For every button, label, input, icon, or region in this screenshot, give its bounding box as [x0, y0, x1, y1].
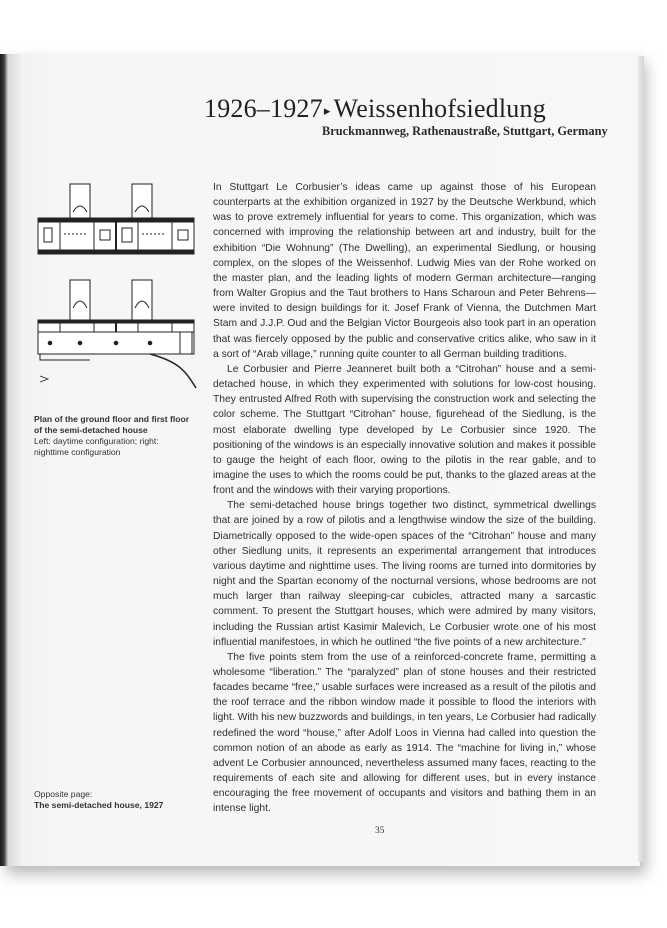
- opposite-page-note: [34, 789, 194, 811]
- floor-plan-drawing: [30, 182, 198, 390]
- heading-years: 1926–1927: [204, 94, 323, 123]
- body-text: [213, 180, 596, 817]
- triangle-right-icon: ▸: [323, 103, 331, 119]
- caption-detail: Left: daytime configuration; right: nighttime configuration: [34, 436, 159, 457]
- heading-title: Weissenhofsiedlung: [333, 94, 546, 123]
- page-number: 35: [375, 826, 385, 836]
- opposite-text: The semi-detached house, 1927: [34, 800, 164, 810]
- paragraph-3: The semi-detached house brings together two distinct, symmetrical dwellings that are joined by a row of pilotis and a lengthwise window the size of the building. Diametrically opposed to the wide-open spaces of the “Citrohan” house and many other Siedlung units, it represents an experimental arrangement that introduces various daytime and nighttime uses. The living rooms are turned into dormitories by night and the Spartan economy of the nocturnal versions, whose bedrooms are not much larger than railway sleeping-car cubicles, attracted many a sarcastic comment. To present the Stuttgart houses, which were admired by many visitors, including the Russian artist Kasimir Malevich, Le Corbusier wrote one of his most influential manifestoes, in which he outlined “the five points of a new architecture.”: [213, 500, 596, 648]
- paragraph-1: In Stuttgart Le Corbusier’s ideas came up against those of his European counterparts at the exhibition organized in 1927 by the Deutsche Werkbund, which was to prove extremely influential for years to come. This organization, which was concerned with improving the relationship between art and industry, built for the exhibition “Die Wohnung” (The Dwelling), an experimental Siedlung, or housing complex, on the slopes of the Weissenhof. Ludwig Mies van der Rohe worked on the master plan, and the leading lights of modern German architecture—ranging from Walter Gropius and the Taut brothers to Hans Scharoun and Peter Behrens—were invited to design buildings for it. Josef Frank of Vienna, the Dutchmen Mart Stam and J.J.P. Oud and the Belgian Victor Bourgeois also took part in an operation that was fiercely opposed by the public and conservative critics alike, who saw in it a sort of “Arab village,” running quite counter to all German building traditions.: [213, 182, 596, 360]
- heading-address: Bruckmannweg, Rathenaustraße, Stuttgart, Germany: [322, 124, 608, 138]
- caption-title: Plan of the ground floor and first floor of the semi-detached house: [34, 414, 190, 435]
- page-heading: [204, 94, 604, 124]
- paragraph-2: Le Corbusier and Pierre Jeanneret built both a “Citrohan” house and a semi-detached house, in which they experimented with solutions for low-cost housing. They entrusted Alfred Roth with supervising the construction work and selecting the color scheme. The Stuttgart “Citrohan” house, figurehead of the Siedlung, is the most elaborate dwelling type developed by Le Corbusier since 1920. The positioning of the windows is an especially innovative solution and makes it possible to gauge the height of each floor, owing to the pilotis in the rear gable, and to imagine the uses to which the rooms could be put, thanks to the glazed areas at the front and the windows with their varying proportions.: [213, 363, 596, 497]
- page-edge: [638, 56, 644, 862]
- opposite-label: Opposite page:: [34, 789, 93, 799]
- figure-caption: [34, 414, 194, 458]
- paragraph-4: The five points stem from the use of a reinforced-concrete frame, permitting a wholesome “liberation.” The “paralyzed” plan of stone houses and their restricted facades became “free,” usable surfaces were increased as a result of the pilotis and the roof terrace and the ribbon window made it possible to flood the interiors with light. With his new buzzwords and buildings, in ten years, Le Corbusier had radically redefined the word “house,” after Adolf Loos in Vienna had called into question the common notion of an abode as early as 1914. The “machine for living in,” whose advent Le Corbusier announced, nevertheless assumed many faces, reacting to the requirements of each site and allowing for different uses, but in every instance encouraging the free movement of occupants and visitors and bathing them in an intense light.: [213, 651, 596, 815]
